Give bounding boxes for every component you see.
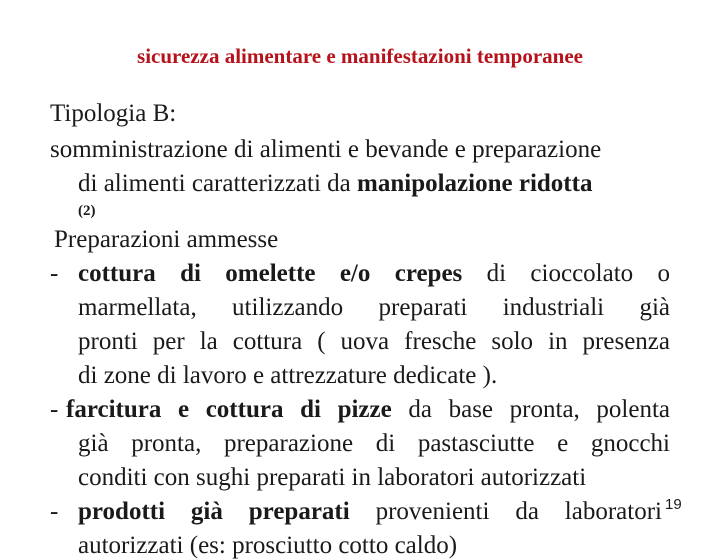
item-2-rest: da base pronta, polenta <box>391 396 671 423</box>
item-2-line-3: conditi con sughi preparati in laboratori autorizzati <box>78 464 587 491</box>
item-2-bold: farcitura e cottura di pizze <box>66 396 392 423</box>
bullet-dash-3: - <box>50 498 59 525</box>
intro-bold-phrase: manipolazione ridotta <box>357 170 593 197</box>
item-1-line-2: marmellata, utilizzando preparati industriali già <box>78 294 670 321</box>
heading-tipologia: Tipologia B: <box>50 100 177 127</box>
item-3-bold: prodotti già preparati <box>78 498 350 525</box>
item-3-line-1 <box>78 498 662 526</box>
item-2-line-1 <box>66 396 670 424</box>
bullet-dash-2: - <box>50 396 59 423</box>
item-3-rest: provenienti da laboratori <box>349 498 662 525</box>
bullet-dash-1: - <box>50 260 59 287</box>
intro-line-2 <box>78 170 592 198</box>
item-1-bold: cottura di omelette e/o crepes <box>78 260 463 287</box>
slide-title: sicurezza alimentare e manifestazioni temporanee <box>137 44 583 68</box>
item-3-line-2: autorizzati (es: prosciutto cotto caldo) <box>78 532 458 559</box>
intro-line-1: somministrazione di alimenti e bevande e preparazione <box>50 136 602 163</box>
item-1-line-3: pronti per la cottura ( uova fresche solo in presenza <box>78 328 670 355</box>
slide-number: 19 <box>665 496 682 513</box>
footnote-reference: (2) <box>78 203 96 219</box>
item-1-line-1 <box>78 260 670 288</box>
item-2-line-2: già pronta, preparazione di pastasciutte e gnocchi <box>78 430 670 457</box>
item-1-rest: di cioccolato o <box>462 260 670 287</box>
intro-line-2-text: di alimenti caratterizzati da <box>78 170 358 197</box>
section-label: Preparazioni ammesse <box>54 226 279 253</box>
item-1-line-4: di zone di lavoro e attrezzature dedicate ). <box>78 362 498 389</box>
